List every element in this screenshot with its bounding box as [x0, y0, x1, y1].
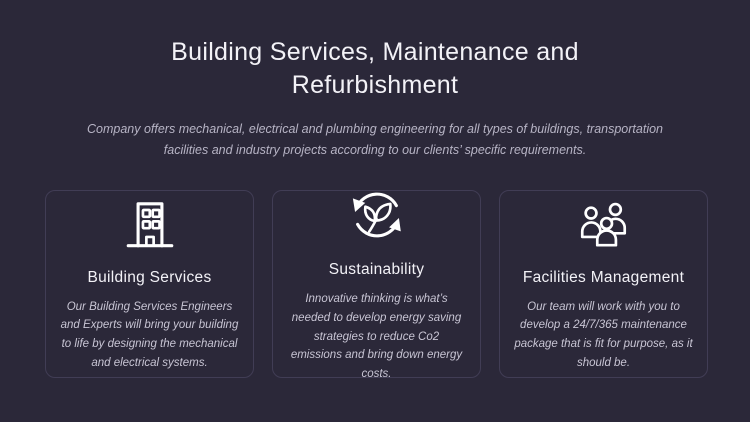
card-sustainability	[272, 190, 481, 378]
card-building-services	[45, 190, 254, 378]
page-title: Building Services, Maintenance and Refurbishment	[171, 38, 579, 99]
sustainability-icon	[346, 184, 408, 246]
card-description: Innovative thinking is what’s needed to develop energy saving strategies to reduce Co2 emissions and bring down energy costs.	[290, 293, 463, 380]
card-facilities-management	[499, 190, 708, 378]
page-subtitle: Company offers mechanical, electrical and plumbing engineering for all types of buildings, transportation facilities and industry projects according to our clients’ specific requirements.	[86, 122, 663, 157]
card-description: Our team will work with you to develop a 24/7/365 maintenance package that is fit for purpose, as it should be.	[514, 300, 693, 369]
card-description: Our Building Services Engineers and Experts will bring your building to life by designing the mechanical and electrical systems.	[60, 300, 239, 369]
card-title: Facilities Management	[522, 268, 685, 286]
people-icon	[575, 196, 633, 254]
card-title: Building Services	[87, 268, 212, 286]
hero-section	[0, 0, 750, 161]
card-title: Sustainability	[328, 261, 425, 279]
feature-cards	[0, 190, 750, 378]
building-icon	[121, 196, 179, 254]
